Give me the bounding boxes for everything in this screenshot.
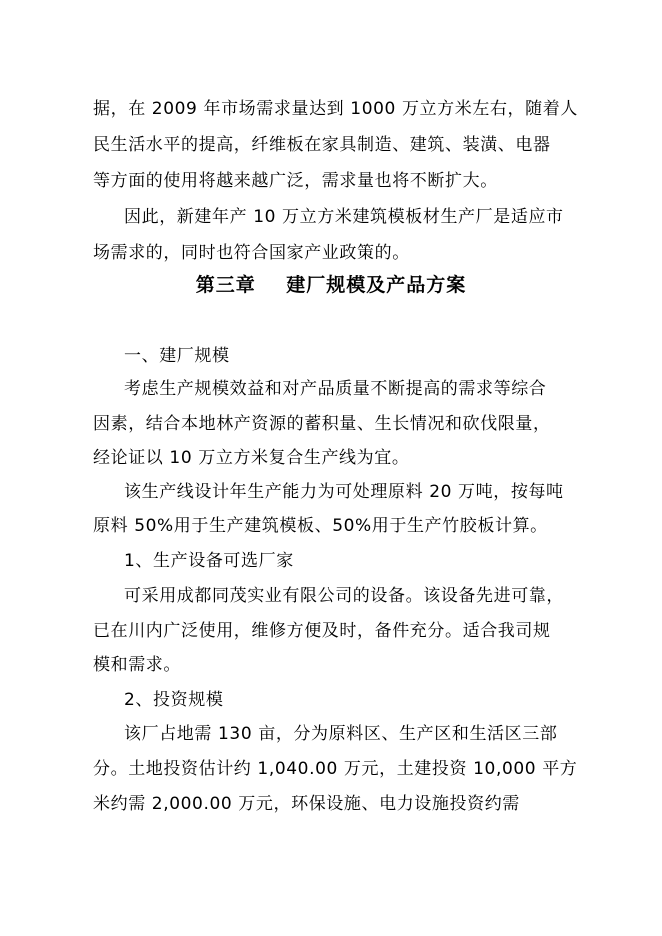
subsection-heading: 2、投资规模 bbox=[124, 690, 224, 710]
paragraph-line: 因素，结合本地林产资源的蓄积量、生长情况和砍伐限量， bbox=[93, 414, 551, 434]
paragraph-line: 可采用成都同茂实业有限公司的设备。该设备先进可靠， bbox=[124, 586, 564, 606]
paragraph-line: 已在川内广泛使用，维修方便及时，备件充分。适合我司规 bbox=[93, 621, 551, 641]
subsection-heading: 1、生产设备可选厂家 bbox=[124, 551, 294, 571]
paragraph-line: 场需求的，同时也符合国家产业政策的。 bbox=[93, 243, 410, 263]
paragraph-line: 原料 50%用于生产建筑模板、50%用于生产竹胶板计算。 bbox=[93, 516, 548, 536]
paragraph-line: 米约需 2,000.00 万元，环保设施、电力设施投资约需 bbox=[93, 794, 520, 814]
paragraph-line: 模和需求。 bbox=[93, 655, 181, 675]
paragraph-line: 考虑生产规模效益和对产品质量不断提高的需求等综合 bbox=[124, 379, 547, 399]
section-heading: 一、建厂规模 bbox=[124, 346, 230, 366]
paragraph-line: 民生活水平的提高，纤维板在家具制造、建筑、装潢、电器 bbox=[93, 135, 551, 155]
paragraph-line: 经论证以 10 万立方米复合生产线为宜。 bbox=[93, 448, 410, 468]
paragraph-line: 据，在 2009 年市场需求量达到 1000 万立方米左右，随着人 bbox=[93, 99, 578, 119]
paragraph-line: 该生产线设计年生产能力为可处理原料 20 万吨，按每吨 bbox=[124, 482, 564, 502]
paragraph-line: 分。土地投资估计约 1,040.00 万元，土建投资 10,000 平方 bbox=[93, 759, 578, 779]
chapter-title: 第三章 建厂规模及产品方案 bbox=[195, 274, 467, 296]
paragraph-line: 该厂占地需 130 亩，分为原料区、生产区和生活区三部 bbox=[124, 724, 558, 744]
paragraph-line: 等方面的使用将越来越广泛，需求量也将不断扩大。 bbox=[93, 171, 498, 191]
paragraph-line: 因此，新建年产 10 万立方米建筑模板材生产厂是适应市 bbox=[124, 207, 564, 227]
